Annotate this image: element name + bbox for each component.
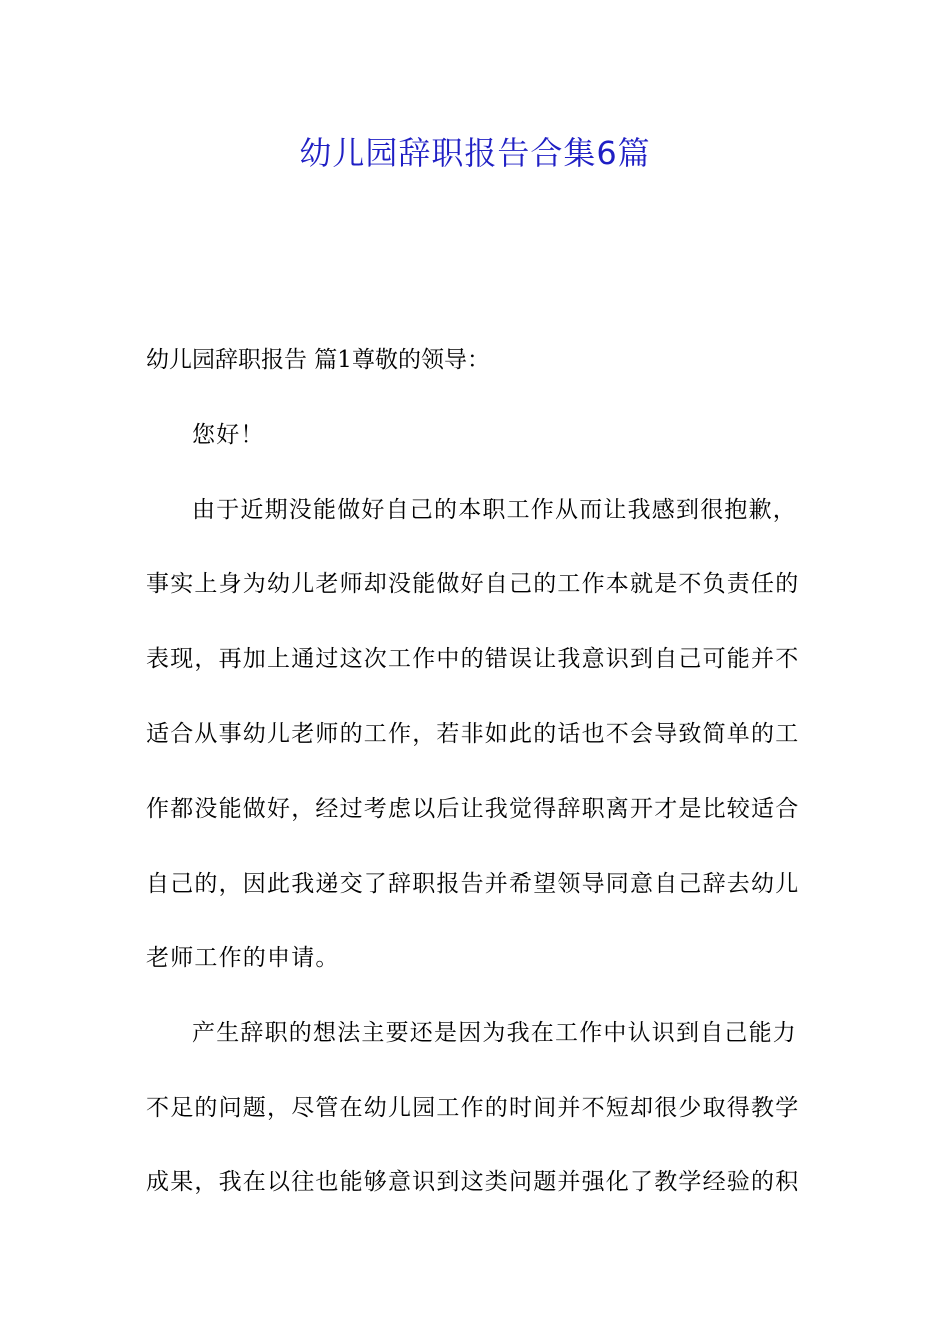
paragraph-line: 自己的，因此我递交了辞职报告并希望领导同意自己辞去幼儿 — [146, 871, 800, 897]
paragraph-line: 不足的问题，尽管在幼儿园工作的时间并不短却很少取得教学 — [146, 1095, 800, 1121]
paragraph-line: 产生辞职的想法主要还是因为我在工作中认识到自己能力 — [192, 1020, 797, 1046]
paragraph-line: 表现，再加上通过这次工作中的错误让我意识到自己可能并不 — [146, 646, 800, 672]
paragraph-line: 老师工作的申请。 — [146, 945, 340, 971]
paragraph-line: 事实上身为幼儿老师却没能做好自己的工作本就是不负责任的 — [146, 571, 800, 597]
paragraph-line: 作都没能做好，经过考虑以后让我觉得辞职离开才是比较适合 — [146, 796, 800, 822]
paragraph-line: 适合从事幼儿老师的工作，若非如此的话也不会导致简单的工 — [146, 721, 800, 747]
greeting-line: 您好！ — [192, 422, 265, 448]
section-heading-salutation: 幼儿园辞职报告 篇1尊敬的领导： — [146, 347, 490, 373]
paragraph-line: 由于近期没能做好自己的本职工作从而让我感到很抱歉， — [192, 497, 797, 523]
paragraph-line: 成果，我在以往也能够意识到这类问题并强化了教学经验的积 — [146, 1169, 800, 1195]
document-title: 幼儿园辞职报告合集6篇 — [299, 134, 651, 172]
